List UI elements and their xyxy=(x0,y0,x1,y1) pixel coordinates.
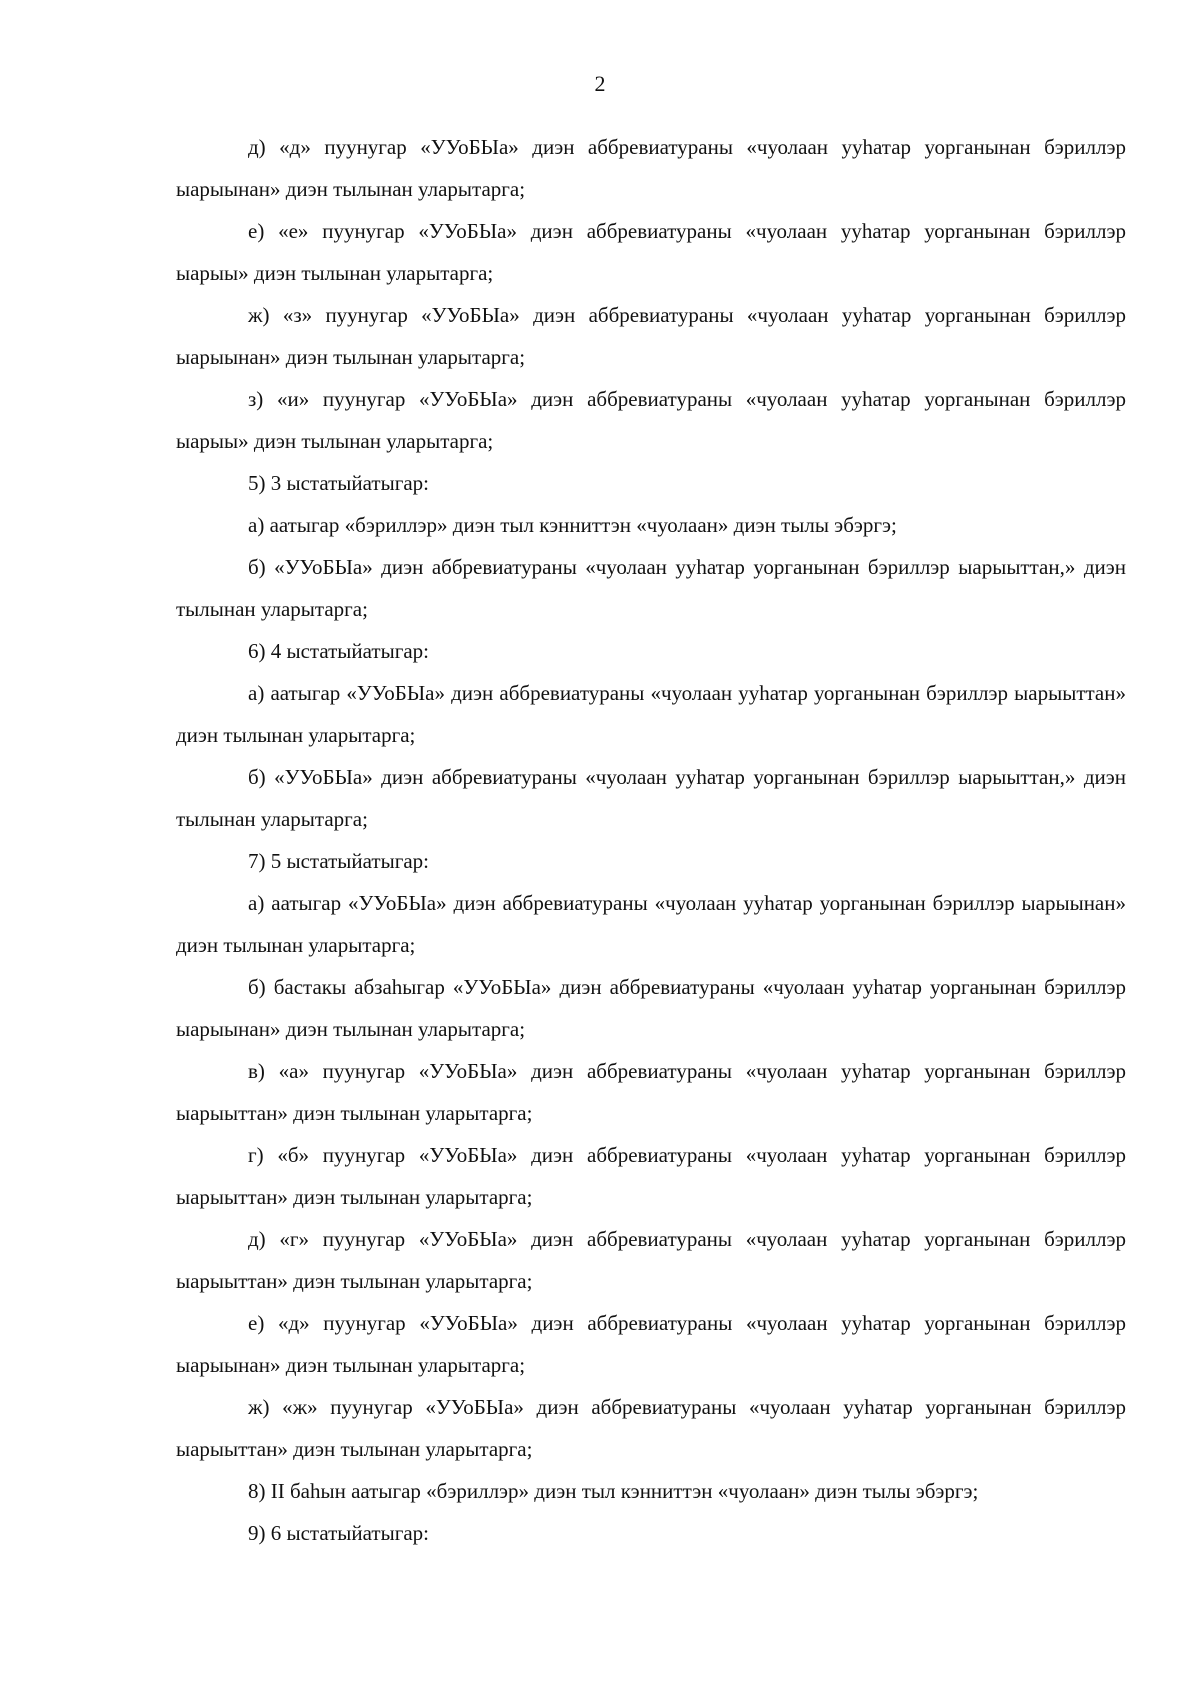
paragraph-7a: а) аатыгар «УУоБЫа» диэн аббревиатураны «чуолаан ууһатар уорганынан бэриллэр ыарыынан» диэн тылынан уларытарга; xyxy=(176,891,1126,957)
paragraph-7d: д) «г» пуунугар «УУоБЫа» диэн аббревиатураны «чуолаан ууһатар уорганынан бэриллэр ыарыыттан» диэн тылынан уларытарга; xyxy=(176,1227,1126,1293)
paragraph-7v: в) «а» пуунугар «УУоБЫа» диэн аббревиатураны «чуолаан ууһатар уорганынан бэриллэр ыарыыттан» диэн тылынан уларытарга; xyxy=(176,1059,1126,1125)
item-5-article-3: 5) 3 ыстатыйатыгар: xyxy=(248,471,429,495)
paragraph-7e: е) «д» пуунугар «УУоБЫа» диэн аббревиатураны «чуолаан ууһатар уорганынан бэриллэр ыарыынан» диэн тылынан уларытарга; xyxy=(176,1311,1126,1377)
item-9-article-6: 9) 6 ыстатыйатыгар: xyxy=(248,1521,429,1545)
paragraph-zh-z: ж) «з» пуунугар «УУоБЫа» диэн аббревиатураны «чуолаан ууһатар уорганынан бэриллэр ыарыынан» диэн тылынан уларытарга; xyxy=(176,303,1126,369)
paragraph-6b: б) «УУоБЫа» диэн аббревиатураны «чуолаан ууһатар уорганынан бэриллэр ыарыыттан,» диэн тылынан уларытарга; xyxy=(176,765,1126,831)
paragraph-5b: б) «УУоБЫа» диэн аббревиатураны «чуолаан ууһатар уорганынан бэриллэр ыарыыттан,» диэн тылынан уларытарга; xyxy=(176,555,1126,621)
paragraph-e-e: е) «е» пуунугар «УУоБЫа» диэн аббревиатураны «чуолаан ууһатар уорганынан бэриллэр ыарыы» диэн тылынан уларытарга; xyxy=(176,219,1126,285)
item-6-article-4: 6) 4 ыстатыйатыгар: xyxy=(248,639,429,663)
paragraph-7zh: ж) «ж» пуунугар «УУоБЫа» диэн аббревиатураны «чуолаан ууһатар уорганынан бэриллэр ыарыыттан» диэн тылынан уларытарга; xyxy=(176,1395,1126,1461)
paragraph-z-i: з) «и» пуунугар «УУоБЫа» диэн аббревиатураны «чуолаан ууһатар уорганынан бэриллэр ыарыы» диэн тылынан уларытарга; xyxy=(176,387,1126,453)
paragraph-6a: а) аатыгар «УУоБЫа» диэн аббревиатураны «чуолаан ууһатар уорганынан бэриллэр ыарыыттан» диэн тылынан уларытарга; xyxy=(176,681,1126,747)
item-7-article-5: 7) 5 ыстатыйатыгар: xyxy=(248,849,429,873)
paragraph-7g: г) «б» пуунугар «УУоБЫа» диэн аббревиатураны «чуолаан ууһатар уорганынан бэриллэр ыарыыттан» диэн тылынан уларытарга; xyxy=(176,1143,1126,1209)
paragraph-7b: б) бастакы абзаһыгар «УУоБЫа» диэн аббревиатураны «чуолаан ууһатар уорганынан бэриллэр ыарыынан» диэн тылынан уларытарга; xyxy=(176,975,1126,1041)
paragraph-5a: а) аатыгар «бэриллэр» диэн тыл кэнниттэн «чуолаан» диэн тылы эбэргэ; xyxy=(248,513,897,537)
paragraph-d-d: д) «д» пуунугар «УУоБЫа» диэн аббревиатураны «чуолаан ууһатар уорганынан бэриллэр ыарыынан» диэн тылынан уларытарга; xyxy=(176,135,1126,201)
item-8-section-2: 8) II баһын аатыгар «бэриллэр» диэн тыл кэнниттэн «чуолаан» диэн тылы эбэргэ; xyxy=(248,1479,979,1503)
page-number: 2 xyxy=(594,71,606,96)
document-body xyxy=(176,126,1126,1554)
